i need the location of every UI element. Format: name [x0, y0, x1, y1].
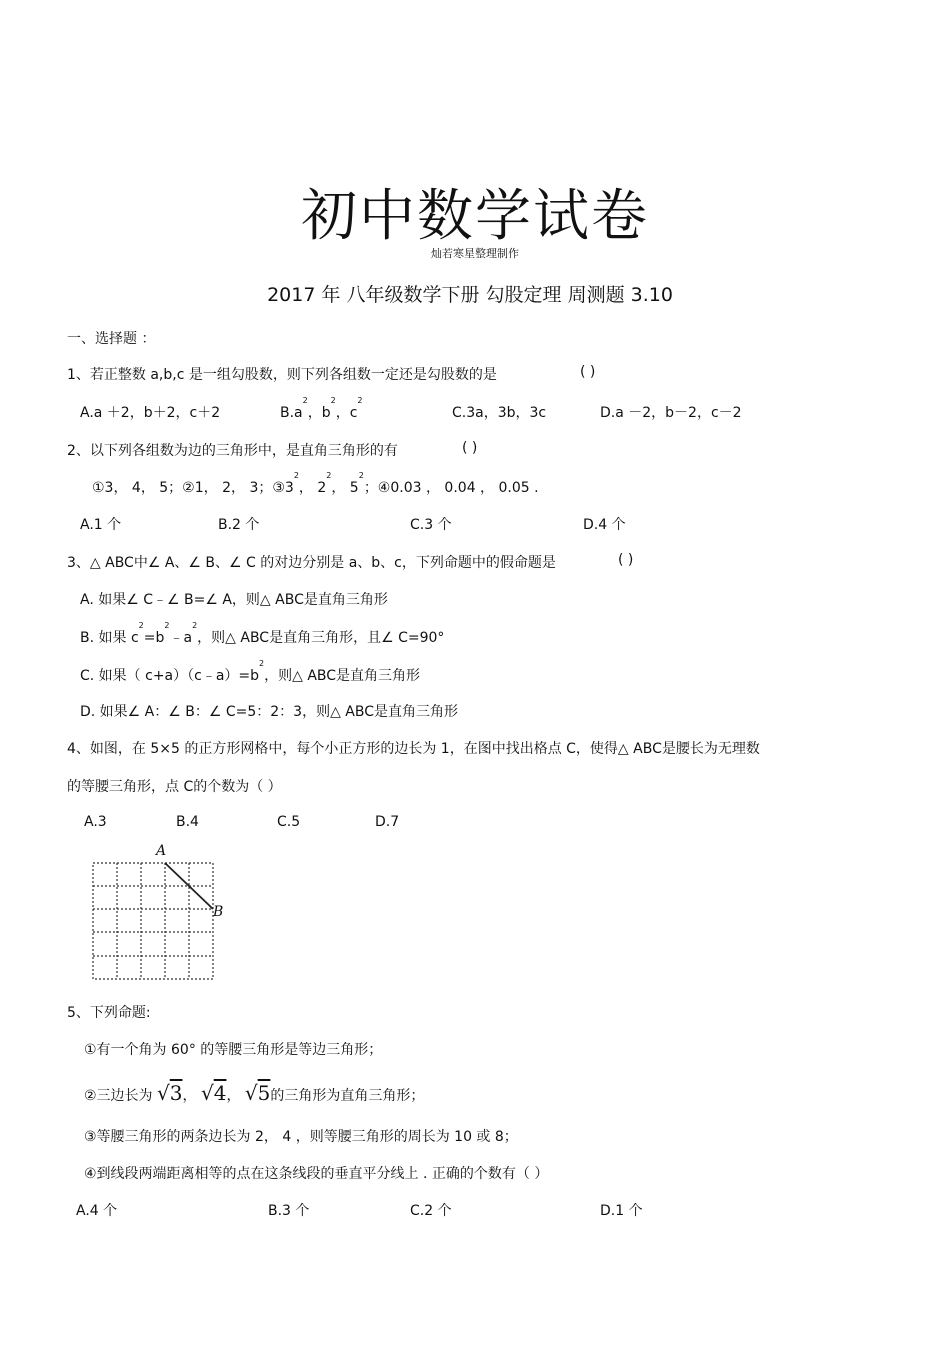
point-b-label: B — [213, 904, 224, 920]
q2-option-c: C.3 个 — [410, 517, 452, 533]
q5-option-d: D.1 个 — [600, 1203, 643, 1219]
q2-option-b: B.2 个 — [218, 517, 260, 533]
sqrt-5: √5 — [244, 1081, 271, 1105]
q4-grid-figure — [92, 862, 214, 980]
q3-option-d: D. 如果∠ A：∠ B：∠ C=5：2：3，则△ ABC是直角三角形 — [80, 704, 459, 720]
q1-stem: 1、若正整数 a,b,c 是一组勾股数，则下列各组数一定还是勾股数的是 — [67, 367, 497, 383]
q2-groups: ①3， 4， 5；②1， 2， 3；$③3^2$， $2^2$， $5^2$；④0.03 ， 0.04 ， 0.05 . — [92, 471, 539, 496]
q4-option-a: A.3 — [84, 814, 107, 830]
paper-header: 2017 年 八年级数学下册 勾股定理 周测题 3.10 — [267, 284, 673, 306]
q4-option-c: C.5 — [277, 814, 301, 830]
q1-option-b: $B.a^2$，$b^2$，$c^2$ — [280, 396, 363, 421]
sqrt-3: √3 — [157, 1081, 183, 1105]
q4-option-d: D.7 — [375, 814, 400, 830]
q3-stem: 3、△ ABC中∠ A、∠ B、∠ C 的对边分别是 a、b、c，下列命题中的假命题是 — [67, 555, 556, 571]
q5-option-a: A.4 个 — [76, 1203, 118, 1219]
q3-answer-paren: ( ) — [618, 552, 634, 568]
q5-statement-4: ④到线段两端距离相等的点在这条线段的垂直平分线上 . 正确的个数有（ ） — [84, 1166, 549, 1182]
q5-statement-1: ①有一个角为 60° 的等腰三角形是等边三角形； — [84, 1042, 383, 1058]
q1-option-a: A.a ＋2，b＋2，c＋2 — [80, 405, 221, 421]
q4-stem-line2: 的等腰三角形，点 C的个数为（ ） — [67, 779, 282, 795]
point-a-label: A — [156, 843, 167, 859]
section-heading: 一、选择题 ： — [67, 331, 156, 347]
q2-option-a: A.1 个 — [80, 517, 122, 533]
q3-option-b: B. 如果 $c^2=b^2﹣a^2$，则△ ABC是直角三角形，且∠ C=90° — [80, 621, 445, 646]
q2-option-d: D.4 个 — [583, 517, 626, 533]
q3-option-c: C. 如果（ $c+a)(c﹣a)=b^2$，则△ ABC是直角三角形 — [80, 659, 421, 684]
q5-statement-3: ③等腰三角形的两条边长为 2， 4 ，则等腰三角形的周长为 10 或 8； — [84, 1129, 518, 1145]
q1-option-c: C.3a，3b，3c — [452, 405, 547, 421]
q4-stem-line1: 4、如图，在 5×5 的正方形网格中，每个小正方形的边长为 1，在图中找出格点 C，使得△ ABC是腰长为无理数 — [67, 741, 760, 757]
q2-answer-paren: ( ) — [462, 440, 478, 456]
q2-stem: 2、以下列各组数为边的三角形中，是直角三角形的有 — [67, 443, 398, 459]
q5-option-b: B.3 个 — [268, 1203, 310, 1219]
sqrt-4: √4 — [200, 1081, 227, 1105]
main-title: 初中数学试卷 — [301, 184, 649, 249]
q1-option-d: D.a －2，b－2，c－2 — [600, 405, 742, 421]
q4-option-b: B.4 — [176, 814, 199, 830]
subtitle: 灿若寒星整理制作 — [431, 247, 519, 260]
q3-option-a: A. 如果∠ C﹣∠ B=∠ A，则△ ABC是直角三角形 — [80, 592, 388, 608]
q5-stem: 5、下列命题: — [67, 1005, 151, 1021]
q5-statement-2: ②三边长为 √3， √4， √5的三角形为直角三角形； — [84, 1081, 425, 1105]
q5-option-c: C.2 个 — [410, 1203, 452, 1219]
q1-answer-paren: ( ) — [580, 364, 596, 380]
